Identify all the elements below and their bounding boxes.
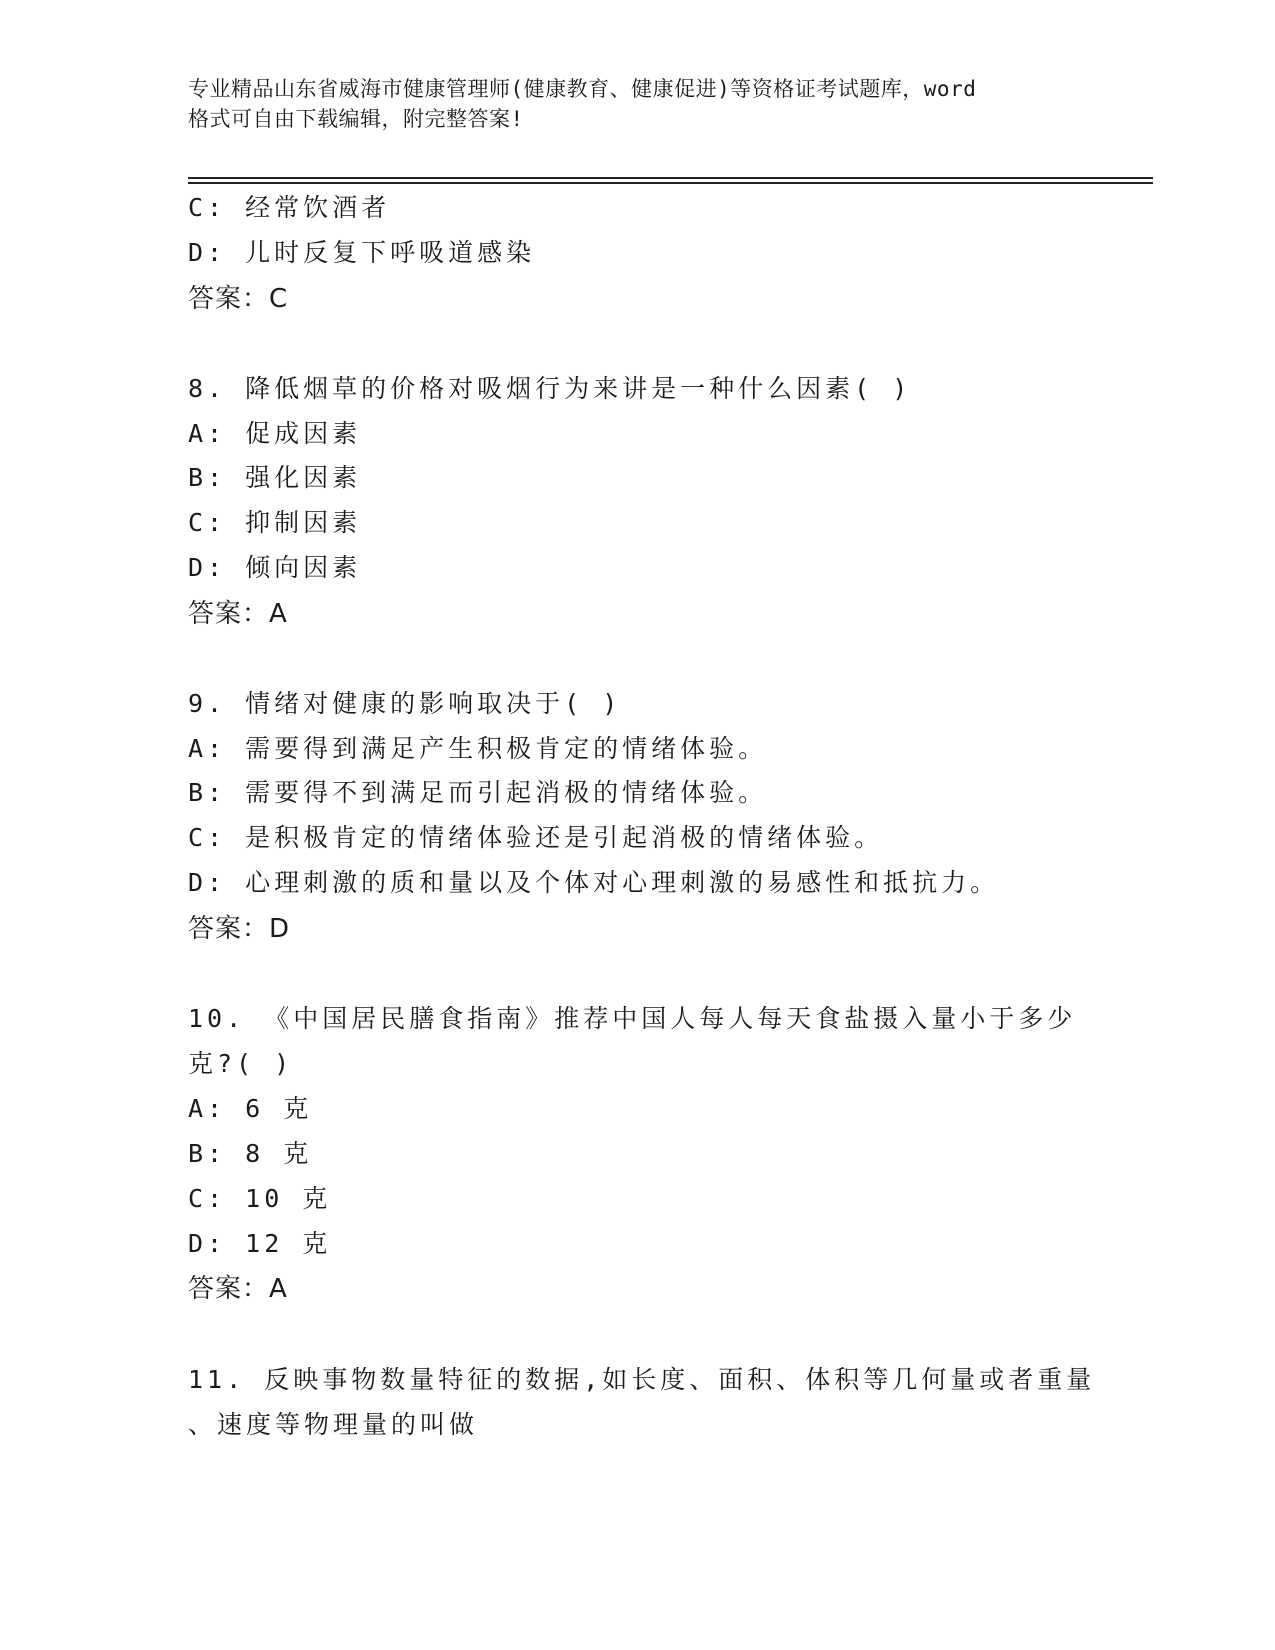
q9-option-d: D: 心理刺激的质和量以及个体对心理刺激的易感性和抵抗力。 <box>188 868 1000 897</box>
q10-question-line-1: 10. 《中国居民膳食指南》推荐中国人每人每天食盐摄入量小于多少 <box>188 1004 1077 1033</box>
q8-question: 8. 降低烟草的价格对吸烟行为来讲是一种什么因素( ) <box>188 374 912 403</box>
q9-option-c: C: 是积极肯定的情绪体验还是引起消极的情绪体验。 <box>188 823 884 852</box>
q8-option-b: B: 强化因素 <box>188 463 362 492</box>
q11-question-line-2: 、速度等物理量的叫做 <box>188 1410 479 1439</box>
q8-answer: 答案：A <box>188 599 288 629</box>
header-divider-bottom <box>188 182 1153 184</box>
header-divider-top <box>188 177 1153 179</box>
q10-option-a: A: 6 克 <box>188 1094 313 1123</box>
q7-answer: 答案：C <box>188 284 289 314</box>
q7-option-d: D: 儿时反复下呼吸道感染 <box>188 238 536 267</box>
q7-option-c: C: 经常饮酒者 <box>188 193 391 222</box>
q10-option-d: D: 12 克 <box>188 1229 332 1258</box>
q9-question: 9. 情绪对健康的影响取决于( ) <box>188 689 622 718</box>
q10-option-c: C: 10 克 <box>188 1184 332 1213</box>
q10-answer: 答案：A <box>188 1274 288 1304</box>
q8-option-d: D: 倾向因素 <box>188 553 362 582</box>
q10-question-line-2: 克?( ) <box>188 1049 294 1078</box>
q9-answer: 答案：D <box>188 914 291 944</box>
q8-option-a: A: 促成因素 <box>188 419 362 448</box>
q9-option-b: B: 需要得不到满足而引起消极的情绪体验。 <box>188 778 768 807</box>
header-line-2: 格式可自由下载编辑，附完整答案! <box>188 107 524 131</box>
header-line-1: 专业精品山东省威海市健康管理师(健康教育、健康促进)等资格证考试题库，word <box>188 77 977 101</box>
q11-question-line-1: 11. 反映事物数量特征的数据,如长度、面积、体积等几何量或者重量 <box>188 1365 1096 1394</box>
q10-option-b: B: 8 克 <box>188 1139 313 1168</box>
q8-option-c: C: 抑制因素 <box>188 508 362 537</box>
q9-option-a: A: 需要得到满足产生积极肯定的情绪体验。 <box>188 734 768 763</box>
page-header <box>188 74 1108 134</box>
